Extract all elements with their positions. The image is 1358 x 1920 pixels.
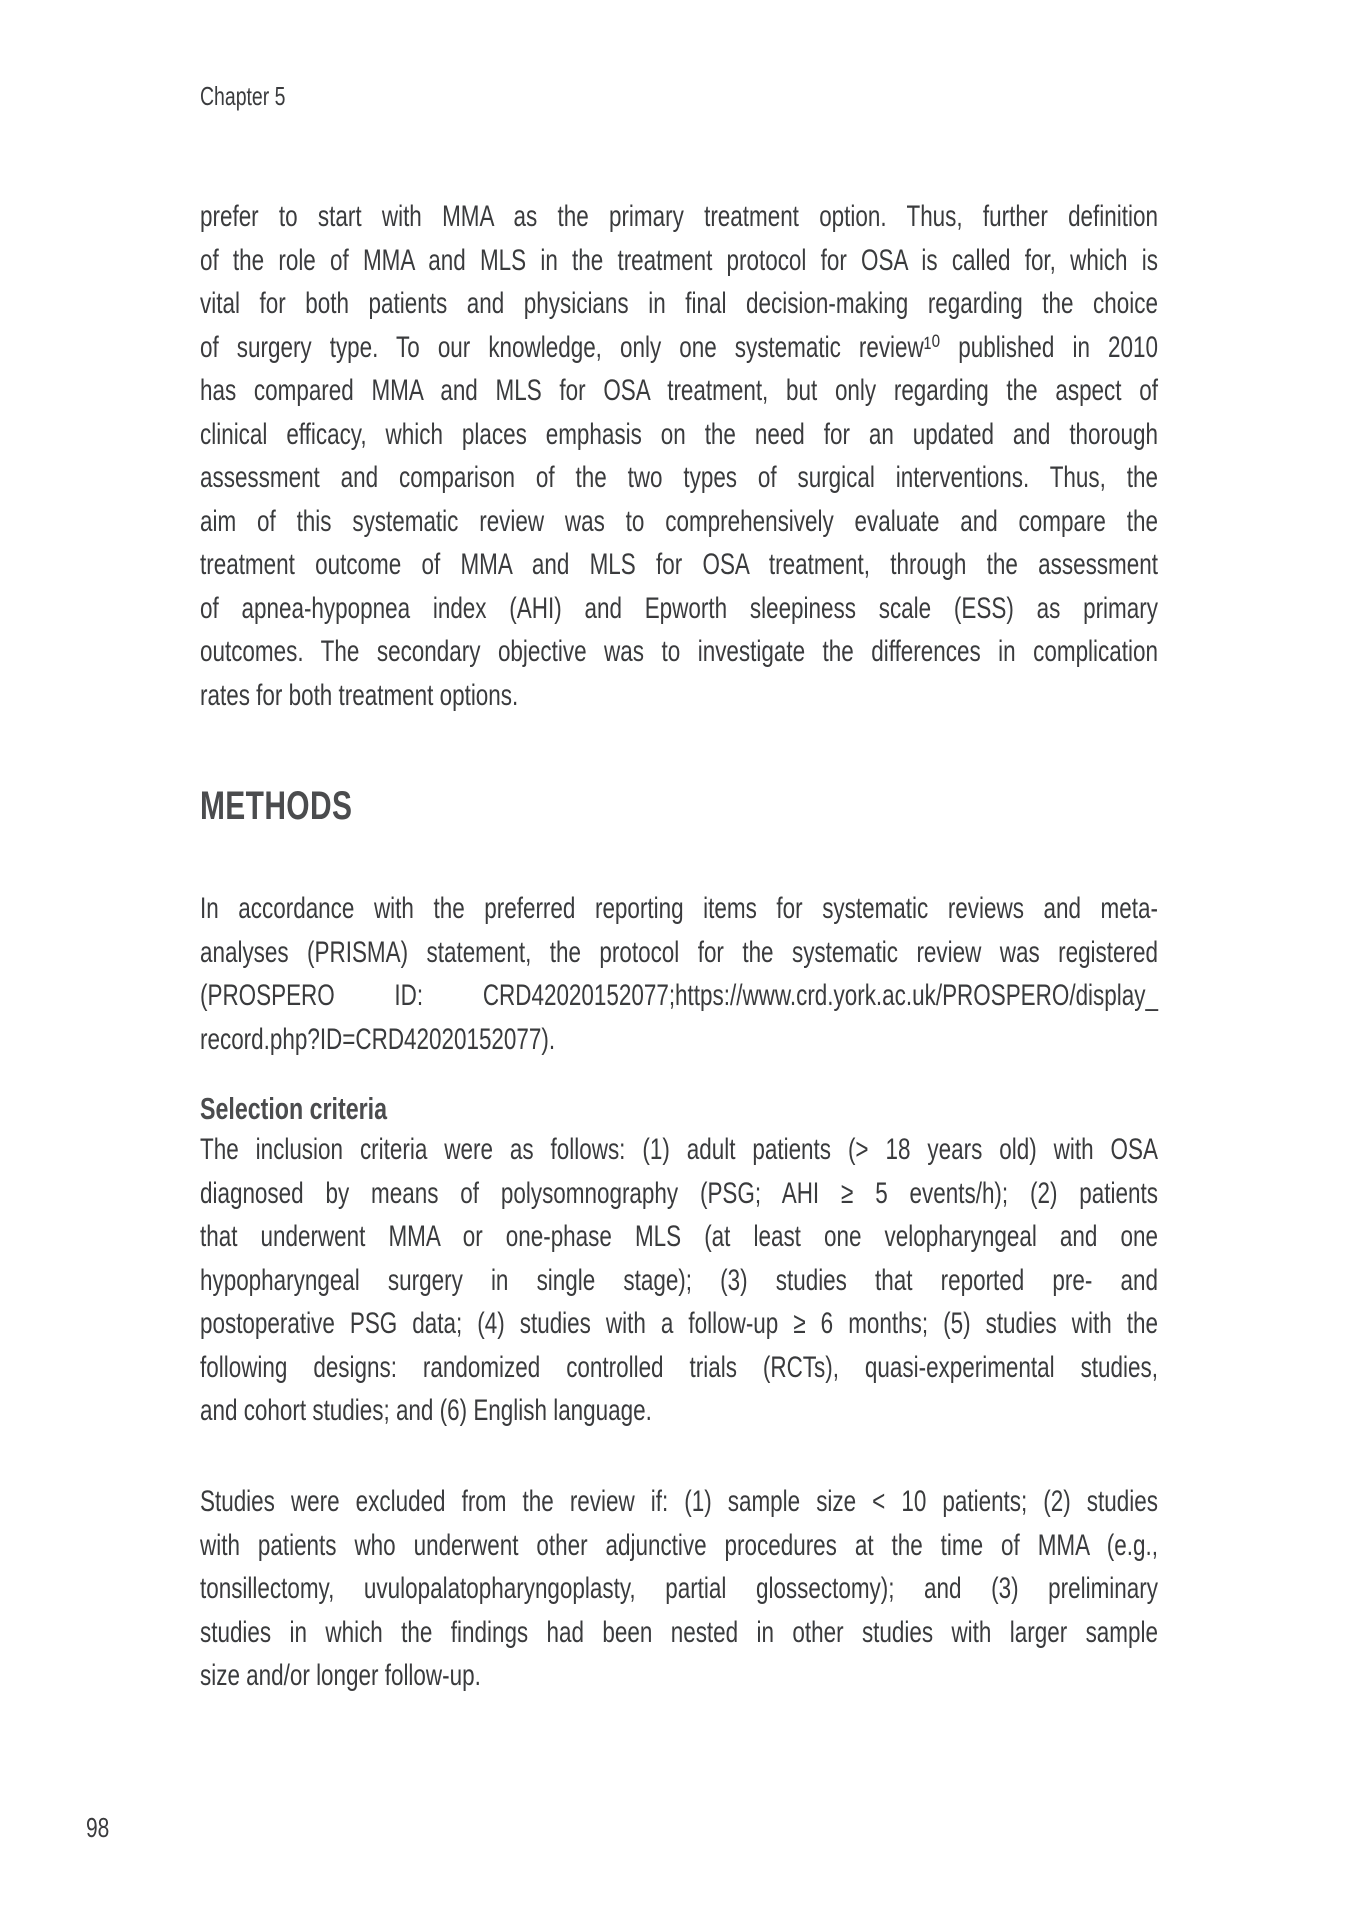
- registration-paragraph: [200, 887, 1158, 1061]
- text-line: (PROSPERO ID: CRD42020152077;https://www.crd.york.ac.uk/PROSPERO/display_: [200, 979, 1158, 1012]
- text-line: treatment outcome of MMA and MLS for OSA treatment, through the assessment: [200, 548, 1158, 581]
- methods-section-heading: METHODS: [200, 784, 353, 828]
- text-line: with patients who underwent other adjunctive procedures at the time of MMA (e.g.,: [200, 1528, 1158, 1562]
- chapter-header: Chapter 5: [200, 81, 286, 111]
- text-line: In accordance with the preferred reporting items for systematic reviews and meta-: [200, 892, 1158, 925]
- text-line: clinical efficacy, which places emphasis on the need for an updated and thorough: [200, 417, 1158, 451]
- exclusion-criteria-paragraph: [200, 1480, 1158, 1698]
- inclusion-criteria-paragraph: [200, 1128, 1158, 1433]
- text-line: hypopharyngeal surgery in single stage); (3) studies that reported pre- and: [200, 1263, 1158, 1297]
- text-line: rates for both treatment options.: [200, 678, 519, 712]
- text-line: analyses (PRISMA) statement, the protocol for the systematic review was registered: [200, 935, 1158, 969]
- page-number: 98: [86, 1812, 110, 1843]
- text-line: of apnea-hypopnea index (AHI) and Epworth sleepiness scale (ESS) as primary: [200, 591, 1158, 625]
- text-line: tonsillectomy, uvulopalatopharyngoplasty, partial glossectomy); and (3) preliminary: [200, 1572, 1158, 1605]
- text-line: of the role of MMA and MLS in the treatment protocol for OSA is called for, which is: [200, 243, 1158, 277]
- text-line: outcomes. The secondary objective was to investigate the differences in complication: [200, 635, 1158, 668]
- intro-paragraph: [200, 195, 1158, 717]
- text-line: that underwent MMA or one-phase MLS (at least one velopharyngeal and one: [200, 1220, 1158, 1253]
- selection-criteria-heading: Selection criteria: [200, 1091, 387, 1126]
- text-line: following designs: randomized controlled trials (RCTs), quasi-experimental studies,: [200, 1350, 1158, 1384]
- text-line: Studies were excluded from the review if: (1) sample size < 10 patients; (2) studies: [200, 1485, 1158, 1518]
- text-line: postoperative PSG data; (4) studies with a follow-up ≥ 6 months; (5) studies with the: [200, 1307, 1158, 1340]
- text-line: diagnosed by means of polysomnography (PSG; AHI ≥ 5 events/h); (2) patients: [200, 1176, 1158, 1210]
- text-line: size and/or longer follow-up.: [200, 1659, 481, 1692]
- text-line: prefer to start with MMA as the primary treatment option. Thus, further definition: [200, 200, 1158, 233]
- text-line: studies in which the findings had been nested in other studies with larger sample: [200, 1615, 1158, 1649]
- text-line: and cohort studies; and (6) English language.: [200, 1394, 652, 1427]
- text-line: The inclusion criteria were as follows: (1) adult patients (> 18 years old) with OSA: [200, 1133, 1158, 1166]
- text-line: of surgery type. To our knowledge, only one systematic review¹⁰ published in 2010: [200, 330, 1158, 364]
- text-line: record.php?ID=CRD42020152077).: [200, 1022, 556, 1056]
- text-line: has compared MMA and MLS for OSA treatment, but only regarding the aspect of: [200, 374, 1158, 407]
- text-line: aim of this systematic review was to comprehensively evaluate and compare the: [200, 504, 1158, 538]
- text-line: assessment and comparison of the two types of surgical interventions. Thus, the: [200, 461, 1158, 494]
- text-line: vital for both patients and physicians in final decision-making regarding the choice: [200, 287, 1158, 320]
